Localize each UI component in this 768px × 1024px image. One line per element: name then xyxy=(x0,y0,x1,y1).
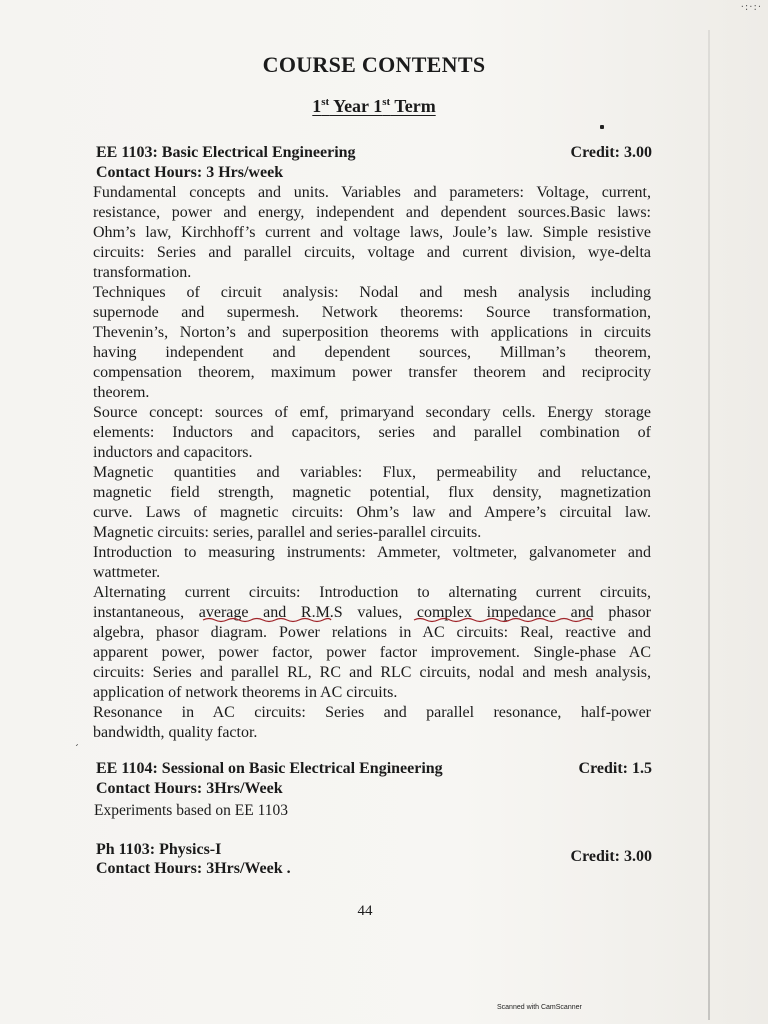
description-line: application of network theorems in AC circuits. xyxy=(93,684,398,701)
pen-tick-mark: ´ xyxy=(74,744,79,755)
page-number: 44 xyxy=(357,903,373,919)
description-line: circuits: Series and parallel circuits, voltage and current division, wye-delta xyxy=(93,244,651,261)
description-line: Magnetic quantities and variables: Flux, permeability and reluctance, xyxy=(93,464,651,481)
description-line: Introduction to measuring instruments: Ammeter, voltmeter, galvanometer and xyxy=(93,544,651,561)
course-credit: Credit: 3.00 xyxy=(570,144,652,161)
contact-hours: Contact Hours: 3Hrs/Week xyxy=(96,780,283,797)
contact-hours: Contact Hours: 3 Hrs/week xyxy=(96,164,284,181)
course-title: EE 1104: Sessional on Basic Electrical Engineering xyxy=(96,760,443,777)
description-line: inductors and capacitors. xyxy=(93,444,253,461)
corner-marks: ·:·:· xyxy=(740,2,762,13)
course-ph1103-header xyxy=(96,840,652,879)
scanner-watermark: Scanned with CamScanner xyxy=(497,1004,582,1011)
description-line: Magnetic circuits: series, parallel and series-parallel circuits. xyxy=(93,524,482,541)
description-line: Resonance in AC circuits: Series and parallel resonance, half-power xyxy=(93,704,651,721)
description-line: bandwidth, quality factor. xyxy=(93,724,258,741)
term-heading: 1st Year 1st Term xyxy=(312,96,436,116)
description-line: circuits: Series and parallel RL, RC and RLC circuits, nodal and mesh analysis, xyxy=(93,664,651,681)
description-line: theorem. xyxy=(93,384,150,401)
description-line: resistance, power and energy, independent and dependent sources.Basic laws: xyxy=(93,204,651,221)
course-credit: Credit: 1.5 xyxy=(578,760,652,777)
description-line: algebra, phasor diagram. Power relations in AC circuits: Real, reactive and xyxy=(93,624,651,641)
course-title: EE 1103: Basic Electrical Engineering xyxy=(96,144,356,161)
course-title: Ph 1103: Physics-I xyxy=(96,841,222,858)
description-line: Techniques of circuit analysis: Nodal and mesh analysis including xyxy=(93,284,651,301)
description-line: apparent power, power factor, power factor improvement. Single-phase AC xyxy=(93,644,651,661)
description-line: compensation theorem, maximum power transfer theorem and reciprocity xyxy=(93,364,651,381)
description-line: Ohm’s law, Kirchhoff’s current and voltage laws, Joule’s law. Simple resistive xyxy=(93,224,651,241)
course-ee1104-description: Experiments based on EE 1103 xyxy=(94,802,288,819)
description-line-annotated: instantaneous, average and R.M.S values, complex impedance and phasor xyxy=(93,604,651,621)
description-line: Source concept: sources of emf, primaryand secondary cells. Energy storage xyxy=(93,404,651,421)
description-line: curve. Laws of magnetic circuits: Ohm’s law and Ampere’s circuital law. xyxy=(93,504,651,521)
description-line: wattmeter. xyxy=(93,564,161,581)
contact-hours: Contact Hours: 3Hrs/Week . xyxy=(96,860,291,877)
description-line: Alternating current circuits: Introduction to alternating current circuits, xyxy=(93,584,651,601)
description-line: Fundamental concepts and units. Variables and parameters: Voltage, current, xyxy=(93,184,651,201)
description-line: elements: Inductors and capacitors, series and parallel combination of xyxy=(93,424,651,441)
description-line: transformation. xyxy=(93,264,192,281)
description-line: supernode and supermesh. Network theorems: Source transformation, xyxy=(93,304,651,321)
page-title: COURSE CONTENTS xyxy=(262,52,486,77)
course-ee1104-header xyxy=(96,759,652,799)
description-line: having independent and dependent sources, Millman’s theorem, xyxy=(93,344,651,361)
description-line: Thevenin’s, Norton’s and superposition theorems with applications in circuits xyxy=(93,324,651,341)
description-line: magnetic field strength, magnetic potential, flux density, magnetization xyxy=(93,484,651,501)
course-credit: Credit: 3.00 xyxy=(570,848,652,865)
